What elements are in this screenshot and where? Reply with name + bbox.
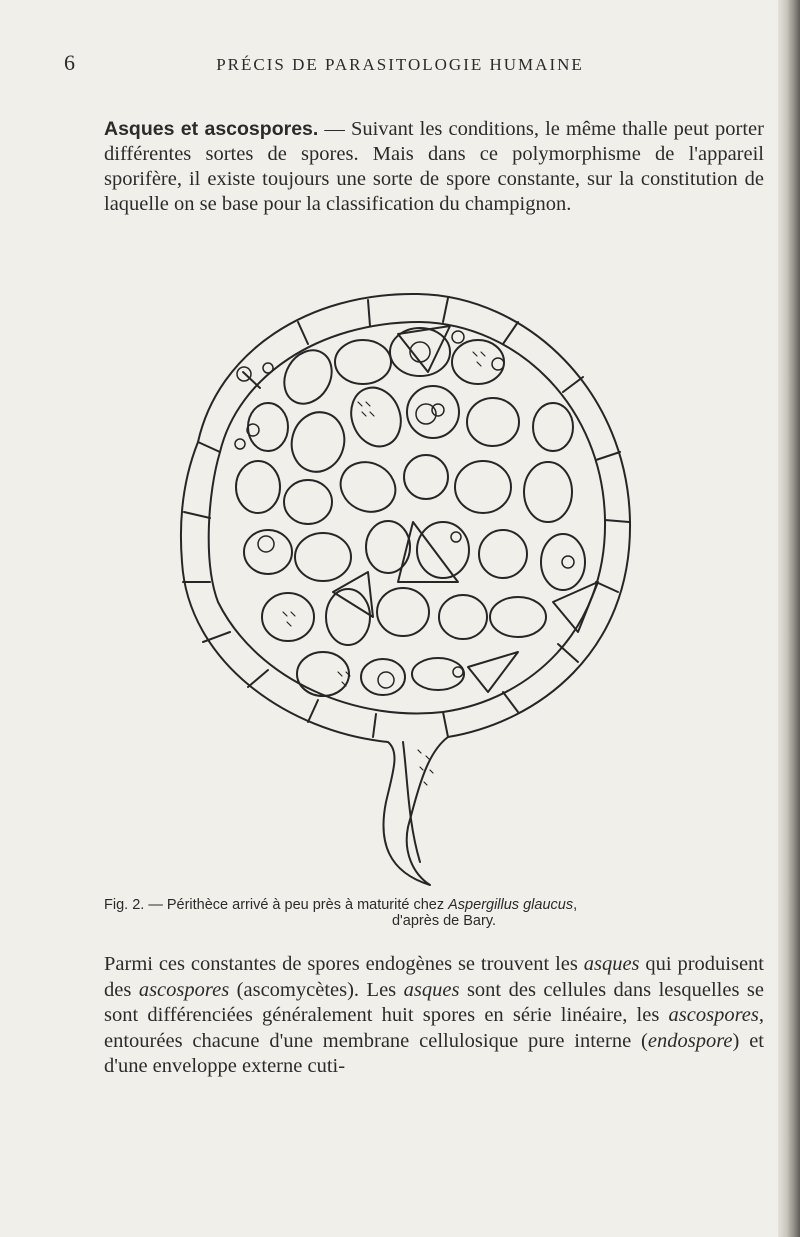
caption-species: Aspergillus glaucus [448,897,574,913]
text-run: qui produisent des [104,953,764,1001]
term-asques: asques [583,953,640,975]
text-run: sont des cellules dans lesquelles se sont différenciées généralement huit spores en série linéaire, les [104,978,765,1026]
page-edge-shadow [778,0,800,1237]
page-number: 6 [64,50,75,75]
asci [236,328,585,696]
running-title: PRÉCIS DE PARASITOLOGIE HUMAINE [216,55,584,74]
term-ascospores: ascospores [668,1004,759,1026]
caption-end: , [573,897,578,913]
term-ascospores: ascospores [138,978,230,1001]
stalk [403,742,420,862]
paragraph-text: — Suivant les conditions, le même thalle peut porter différentes sortes de spores. Mais dans ce polymorphisme de l'appareil sporifère, il existe toujours une sorte de spore constante, sur la constitution de laquelle on se base pour la classification du champignon. [104,118,764,215]
term-asques: asques [403,978,460,1001]
perithecium-inner-wall [209,322,605,714]
figure-caption [104,897,764,929]
caption-text: — Périthèce arrivé à peu près à maturité chez [144,897,449,913]
text-run: , entourées chacune d'une membrane cellulosique pure interne ( [104,1004,764,1052]
text-run: Parmi ces constantes de spores endogènes se trouvent les [104,953,584,975]
paragraph-asques-definition [104,952,764,1080]
caption-credit: d'après de Bary. [391,913,497,929]
paragraph-asques [104,117,764,217]
spore-stippling [283,352,485,785]
text-run: ) et d'une enveloppe externe cuti- [104,1029,764,1077]
perithecium-illustration [158,282,638,887]
term-endospore: endospore [647,1029,733,1052]
text-run: (ascomycètes). Les [229,978,404,1001]
section-heading: Asques et ascospores. [104,118,319,140]
caption-label: Fig. 2. [104,897,145,913]
